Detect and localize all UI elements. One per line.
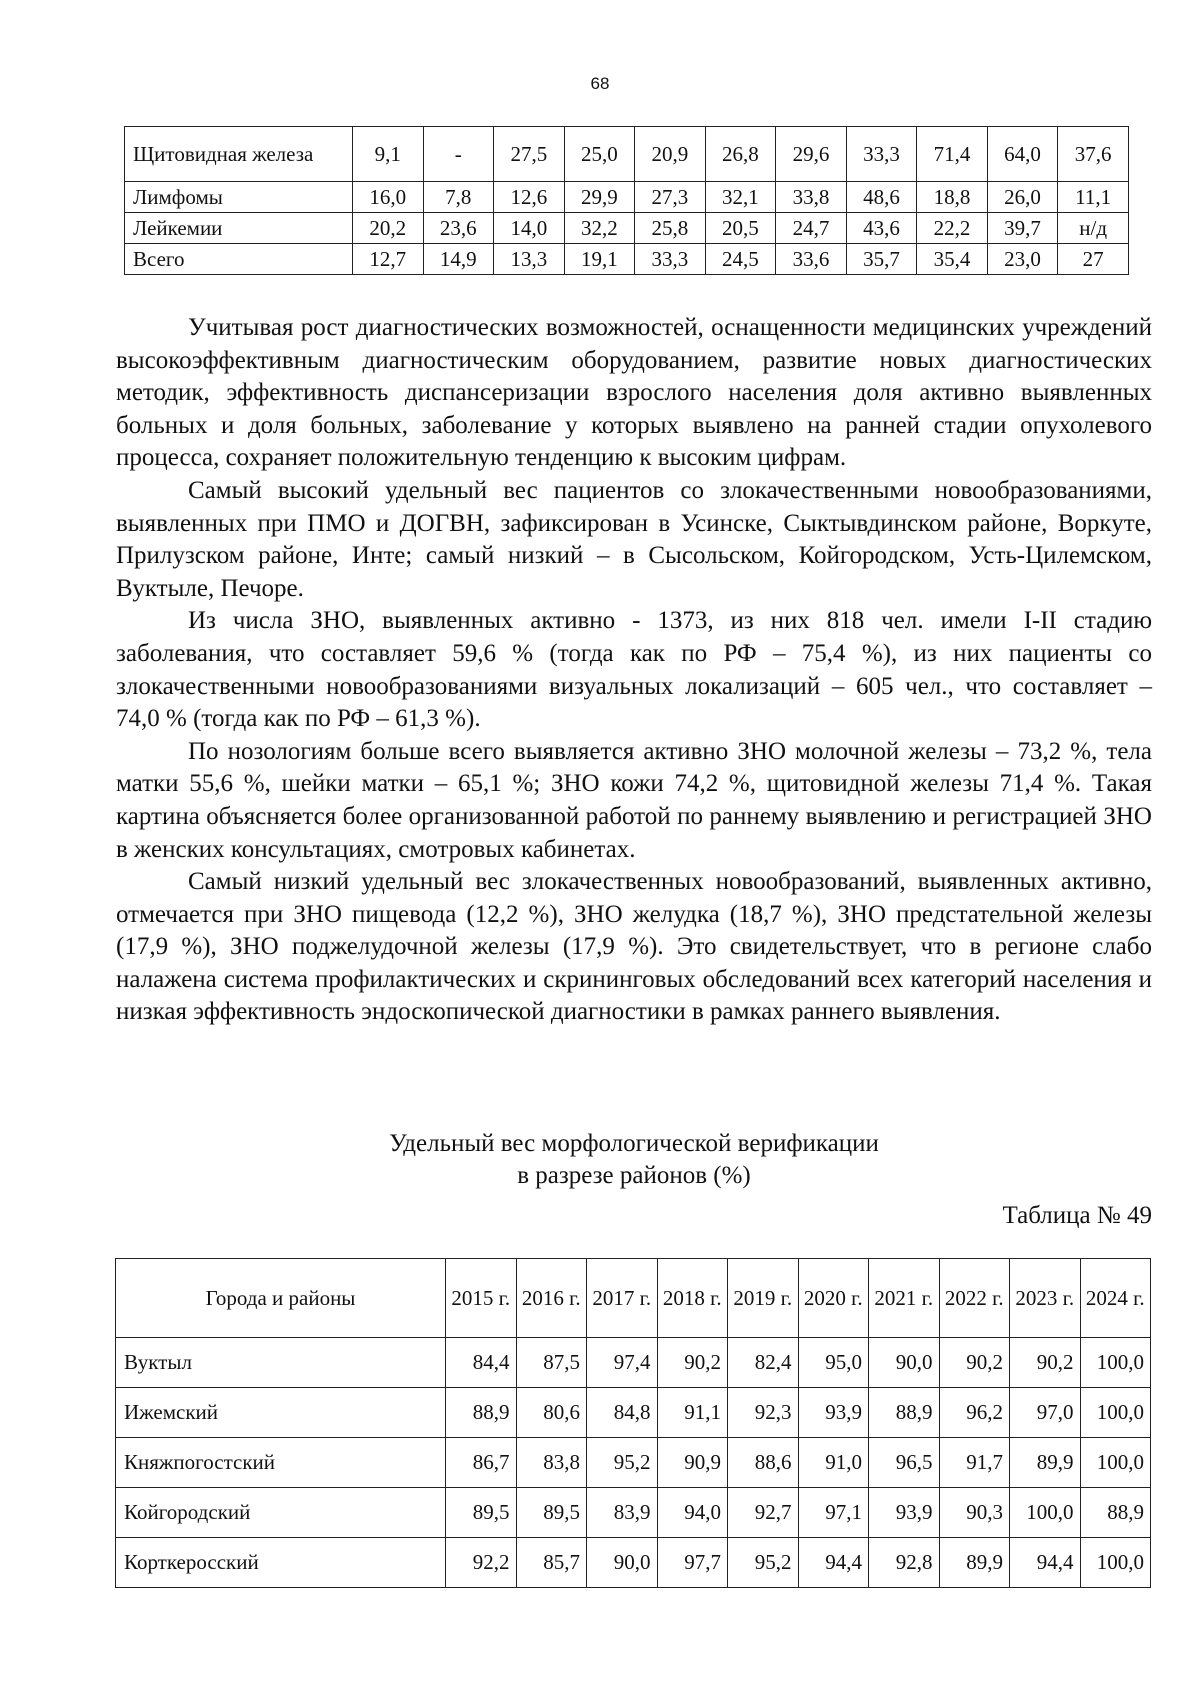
table-cell: 14,0 (494, 213, 565, 244)
table-cell: 88,6 (728, 1438, 799, 1488)
table-cell: 92,2 (446, 1538, 517, 1588)
table-cell: 95,2 (587, 1438, 658, 1488)
table-row (125, 213, 1129, 244)
table-row (116, 1538, 1151, 1588)
table-cell: 37,6 (1058, 127, 1129, 182)
table-cell: 9,1 (353, 127, 424, 182)
row-label: Щитовидная железа (125, 127, 353, 182)
caption-line: в разрезе районов (%) (517, 1162, 751, 1189)
table-cell: 88,9 (869, 1388, 940, 1438)
paragraph: По нозологиям больше всего выявляется активно ЗНО молочной железы – 73,2 %, тела матки 55,6 %, шейки матки – 65,1 %; ЗНО кожи 74,2 %, щитовидной железы 71,4 %. Такая картина объясняется более организованной работой по раннему выявлению и регистрацией ЗНО в женских консультациях, смотровых кабинетах. (116, 737, 1152, 863)
table-cell: 93,9 (798, 1388, 869, 1438)
table-cell: 48,6 (846, 182, 917, 213)
table-cell: 27,5 (494, 127, 565, 182)
table-cell: 29,9 (564, 182, 635, 213)
table-cell: 89,9 (939, 1538, 1010, 1588)
region-name: Корткеросский (116, 1538, 446, 1588)
table-cell: 33,8 (776, 182, 847, 213)
table-cell: 97,7 (657, 1538, 728, 1588)
table-row (116, 1338, 1151, 1388)
column-header-year: 2018 г. (657, 1259, 728, 1338)
table-cell: 87,5 (516, 1338, 587, 1388)
table-cell: 83,8 (516, 1438, 587, 1488)
region-name: Ижемский (116, 1388, 446, 1438)
table-cell: 12,7 (353, 244, 424, 275)
table-cell: 90,0 (587, 1538, 658, 1588)
table-cell: 94,0 (657, 1488, 728, 1538)
table-cell: 25,8 (635, 213, 706, 244)
table-cell: 92,3 (728, 1388, 799, 1438)
table-cell: 100,0 (1080, 1438, 1151, 1488)
table-cell: - (423, 127, 494, 182)
table-cell: 88,9 (446, 1388, 517, 1438)
table-cell: 27 (1058, 244, 1129, 275)
table-cell: 84,4 (446, 1338, 517, 1388)
table-cell: 83,9 (587, 1488, 658, 1538)
table-cell: 96,2 (939, 1388, 1010, 1438)
table-cell: 39,7 (987, 213, 1058, 244)
table-cell: 95,0 (798, 1338, 869, 1388)
page-number: 68 (590, 74, 610, 93)
region-name: Княжпогостский (116, 1438, 446, 1488)
table-cell: 89,9 (1010, 1438, 1081, 1488)
table-cell: 95,2 (728, 1538, 799, 1588)
table-cell: 100,0 (1080, 1538, 1151, 1588)
table-cell: 90,2 (1010, 1338, 1081, 1388)
row-label: Всего (125, 244, 353, 275)
table-cell: 94,4 (1010, 1538, 1081, 1588)
table-cell: 33,3 (846, 127, 917, 182)
table-cell: 100,0 (1010, 1488, 1081, 1538)
table-caption (116, 1128, 1152, 1192)
table-cell: 90,0 (869, 1338, 940, 1388)
table-cell: 82,4 (728, 1338, 799, 1388)
table-cell: 33,6 (776, 244, 847, 275)
table-cell: н/д (1058, 213, 1129, 244)
table-cell: 84,8 (587, 1388, 658, 1438)
column-header-year: 2016 г. (516, 1259, 587, 1338)
table-cell: 16,0 (353, 182, 424, 213)
table-number: Таблица № 49 (1002, 1202, 1152, 1229)
table-cell: 96,5 (869, 1438, 940, 1488)
table-cell: 23,6 (423, 213, 494, 244)
table-cell: 90,3 (939, 1488, 1010, 1538)
column-header-year: 2017 г. (587, 1259, 658, 1338)
table-cell: 89,5 (446, 1488, 517, 1538)
column-header-year: 2015 г. (446, 1259, 517, 1338)
region-name: Койгородский (116, 1488, 446, 1538)
table-cell: 90,2 (657, 1338, 728, 1388)
table-cell: 24,7 (776, 213, 847, 244)
table-row (125, 244, 1129, 275)
table-cell: 97,1 (798, 1488, 869, 1538)
table-cell: 25,0 (564, 127, 635, 182)
paragraph: Самый высокий удельный вес пациентов со злокачественными новообразованиями, выявленных при ПМО и ДОГВН, зафиксирован в Усинске, Сыктывдинском районе, Воркуте, Прилузском районе, Инте; самый низкий – в Сысольском, Койгородском, Усть-Цилемском, Вуктыле, Печоре. (116, 476, 1152, 602)
verification-table (115, 1258, 1151, 1588)
column-header-year: 2022 г. (939, 1259, 1010, 1338)
table-cell: 14,9 (423, 244, 494, 275)
table-cell: 11,1 (1058, 182, 1129, 213)
table-row (116, 1388, 1151, 1438)
table-cell: 20,2 (353, 213, 424, 244)
table-cell: 26,0 (987, 182, 1058, 213)
table-row (125, 127, 1129, 182)
table-cell: 97,0 (1010, 1388, 1081, 1438)
table-row (125, 182, 1129, 213)
column-header-year: 2024 г. (1080, 1259, 1151, 1338)
table-cell: 27,3 (635, 182, 706, 213)
column-header-region: Города и районы (116, 1259, 446, 1338)
table-cell: 35,7 (846, 244, 917, 275)
table-cell: 18,8 (917, 182, 988, 213)
table-row (116, 1438, 1151, 1488)
table-cell: 19,1 (564, 244, 635, 275)
table-cell: 80,6 (516, 1388, 587, 1438)
table-cell: 93,9 (869, 1488, 940, 1538)
table-cell: 35,4 (917, 244, 988, 275)
table-cell: 86,7 (446, 1438, 517, 1488)
table-cell: 100,0 (1080, 1338, 1151, 1388)
body-text (116, 312, 1152, 1029)
table-cell: 26,8 (705, 127, 776, 182)
table-cell: 100,0 (1080, 1388, 1151, 1438)
table-cell: 32,1 (705, 182, 776, 213)
table-cell: 90,9 (657, 1438, 728, 1488)
column-header-year: 2023 г. (1010, 1259, 1081, 1338)
table-cell: 23,0 (987, 244, 1058, 275)
table-cell: 20,5 (705, 213, 776, 244)
row-label: Лимфомы (125, 182, 353, 213)
table-cell: 7,8 (423, 182, 494, 213)
table-cell: 88,9 (1080, 1488, 1151, 1538)
column-header-year: 2019 г. (728, 1259, 799, 1338)
table-cell: 13,3 (494, 244, 565, 275)
incidence-table-continuation (124, 126, 1129, 275)
table-row (116, 1488, 1151, 1538)
table-cell: 90,2 (939, 1338, 1010, 1388)
table-cell: 85,7 (516, 1538, 587, 1588)
column-header-year: 2020 г. (798, 1259, 869, 1338)
paragraph: Из числа ЗНО, выявленных активно - 1373, из них 818 чел. имели I-II стадию заболевания, что составляет 59,6 % (тогда как по РФ – 75,4 %), из них пациенты со злокачественными новообразованиями визуальных локализаций – 605 чел., что составляет – 74,0 % (тогда как по РФ – 61,3 %). (116, 607, 1152, 733)
table-cell: 97,4 (587, 1338, 658, 1388)
table-cell: 92,7 (728, 1488, 799, 1538)
table-cell: 64,0 (987, 127, 1058, 182)
table-cell: 92,8 (869, 1538, 940, 1588)
table-cell: 33,3 (635, 244, 706, 275)
paragraph: Самый низкий удельный вес злокачественных новообразований, выявленных активно, отмечается при ЗНО пищевода (12,2 %), ЗНО желудка (18,7 %), ЗНО предстательной железы (17,9 %), ЗНО поджелудочной железы (17,9 %). Это свидетельствует, что в регионе слабо налажена система профилактических и скрининговых обследований всех категорий населения и низкая эффективность эндоскопической диагностики в рамках раннего выявления. (116, 868, 1152, 1026)
table-cell: 20,9 (635, 127, 706, 182)
region-name: Вуктыл (116, 1338, 446, 1388)
table-cell: 24,5 (705, 244, 776, 275)
table-cell: 94,4 (798, 1538, 869, 1588)
table-cell: 89,5 (516, 1488, 587, 1538)
table-cell: 32,2 (564, 213, 635, 244)
paragraph: Учитывая рост диагностических возможностей, оснащенности медицинских учреждений высокоэффективным диагностическим оборудованием, развитие новых диагностических методик, эффективность диспансеризации взрослого населения доля активно выявленных больных и доля больных, заболевание у которых выявлено на ранней стадии опухолевого процесса, сохраняет положительную тенденцию к высоким цифрам. (116, 314, 1152, 472)
column-header-year: 2021 г. (869, 1259, 940, 1338)
table-cell: 91,1 (657, 1388, 728, 1438)
caption-line: Удельный вес морфологической верификации (389, 1130, 879, 1157)
row-label: Лейкемии (125, 213, 353, 244)
table-cell: 91,7 (939, 1438, 1010, 1488)
table-cell: 22,2 (917, 213, 988, 244)
table-cell: 43,6 (846, 213, 917, 244)
table-cell: 91,0 (798, 1438, 869, 1488)
table-cell: 71,4 (917, 127, 988, 182)
table-cell: 12,6 (494, 182, 565, 213)
table-cell: 29,6 (776, 127, 847, 182)
